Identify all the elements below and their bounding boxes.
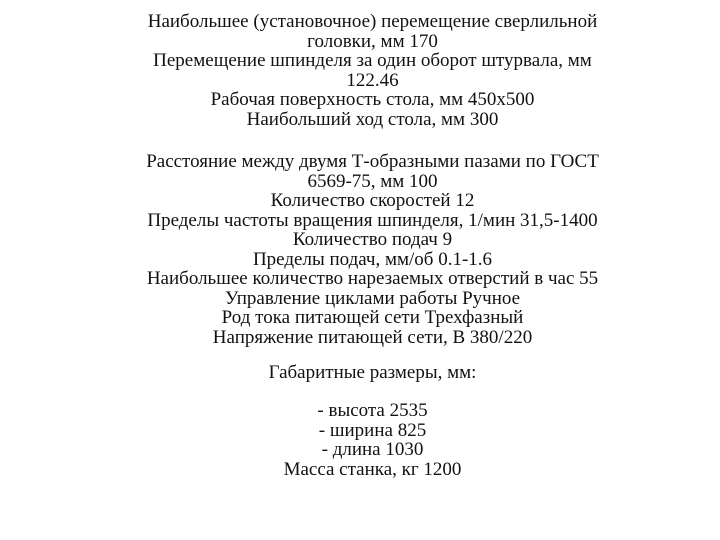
spec-line: Род тока питающей сети Трехфазный bbox=[221, 307, 524, 328]
spec-line: Масса станка, кг 1200 bbox=[283, 458, 462, 480]
spec-line: 122.46 bbox=[346, 69, 399, 91]
spec-block-machine-travel bbox=[110, 12, 635, 129]
spec-line: Наибольшее (установочное) перемещение сверлильной bbox=[147, 11, 598, 32]
spec-line: - ширина 825 bbox=[318, 419, 427, 441]
spec-line: головки, мм 170 bbox=[307, 30, 438, 52]
spec-line: Количество скоростей 12 bbox=[270, 190, 475, 211]
spec-line: - высота 2535 bbox=[317, 400, 428, 421]
spec-line: Расстояние между двумя Т-образными пазами по ГОСТ bbox=[146, 151, 599, 172]
spec-line: Пределы подач, мм/об 0.1-1.6 bbox=[252, 248, 493, 270]
spec-line: - длина 1030 bbox=[321, 439, 424, 460]
spec-block-operation bbox=[110, 152, 635, 347]
spec-line: Наибольший ход стола, мм 300 bbox=[246, 108, 499, 130]
spec-line: Наибольшее количество нарезаемых отверстий в час 55 bbox=[146, 268, 599, 289]
dimensions-heading: Габаритные размеры, мм: bbox=[268, 362, 477, 383]
spec-block-dimensions bbox=[110, 401, 635, 479]
spec-line: Количество подач 9 bbox=[292, 229, 453, 250]
spec-line: Перемещение шпинделя за один оборот штурвала, мм bbox=[153, 50, 592, 71]
spec-line: Пределы частоты вращения шпинделя, 1/мин 31,5-1400 bbox=[147, 209, 598, 231]
spec-line: Управление циклами работы Ручное bbox=[224, 287, 521, 309]
spec-line: Рабочая поверхность стола, мм 450х500 bbox=[210, 89, 535, 110]
spec-line: 6569-75, мм 100 bbox=[307, 170, 438, 192]
spec-line: Напряжение питающей сети, В 380/220 bbox=[212, 326, 533, 348]
dimensions-heading-block bbox=[110, 363, 635, 383]
